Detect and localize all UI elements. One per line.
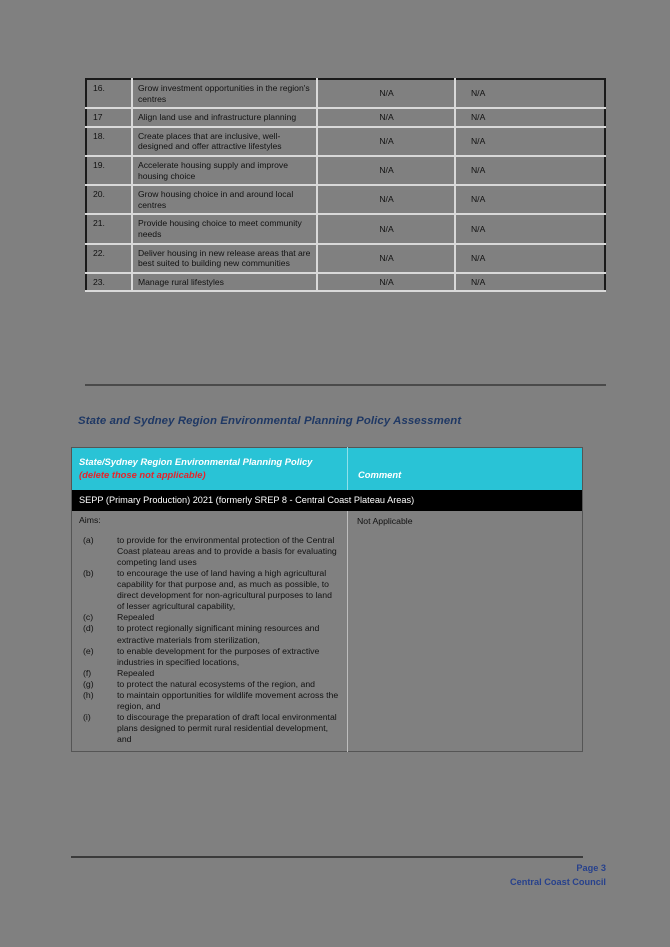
- priorities-table: [85, 78, 606, 292]
- priorities-table-bottom-border: [85, 384, 606, 386]
- table-row: [86, 79, 605, 108]
- row-comment-2: N/A: [455, 273, 605, 292]
- row-comment-2: N/A: [455, 214, 605, 243]
- list-item-marker: (f): [83, 667, 92, 678]
- sepp-table-body: [72, 448, 583, 752]
- row-description: Accelerate housing supply and improve housing choice: [132, 156, 317, 185]
- list-item-text: Repealed: [117, 612, 155, 623]
- row-comment-2: N/A: [455, 244, 605, 273]
- aims-list: [79, 535, 341, 746]
- row-comment-2: N/A: [455, 127, 605, 156]
- row-description: Provide housing choice to meet community needs: [132, 214, 317, 243]
- policy-band-title: SEPP (Primary Production) 2021 (formerly SREP 8 - Central Coast Plateau Areas): [72, 490, 583, 511]
- sepp-table-bottom-border: [71, 856, 583, 858]
- comment-cell: Not Applicable: [348, 511, 583, 752]
- list-item: [79, 535, 341, 568]
- row-number: 21.: [86, 214, 132, 243]
- row-comment-1: N/A: [317, 127, 455, 156]
- row-comment-1: N/A: [317, 156, 455, 185]
- sepp-assessment-table: [71, 447, 583, 752]
- table-row: [86, 127, 605, 156]
- row-comment-2: N/A: [455, 185, 605, 214]
- list-item: [79, 668, 341, 679]
- list-item: [79, 679, 341, 690]
- list-item: [79, 568, 341, 612]
- list-item-text: to maintain opportunities for wildlife movement across the region, and: [117, 690, 339, 712]
- page-footer: [510, 861, 606, 889]
- table-row: [86, 156, 605, 185]
- column-header-policy: [72, 448, 348, 490]
- table-row: [86, 273, 605, 292]
- column-header-policy-note: (delete those not applicable): [79, 468, 206, 480]
- column-header-comment: Comment: [348, 448, 583, 490]
- list-item-marker: (h): [83, 690, 94, 700]
- row-comment-1: N/A: [317, 108, 455, 127]
- list-item-marker: (c): [83, 612, 94, 623]
- row-number: 19.: [86, 156, 132, 185]
- aims-label: Aims:: [79, 514, 101, 525]
- sepp-assessment-table-container: [71, 447, 583, 752]
- row-comment-2: N/A: [455, 156, 605, 185]
- column-header-policy-main: State/Sydney Region Environmental Planning Policy: [79, 456, 313, 467]
- table-row: [86, 185, 605, 214]
- row-number: 17: [86, 108, 132, 127]
- list-item-marker: (d): [83, 623, 94, 634]
- table-row: [86, 244, 605, 273]
- list-item: [79, 623, 341, 645]
- footer-page-number: Page 3: [576, 863, 606, 873]
- row-description: Align land use and infrastructure planning: [132, 108, 317, 127]
- page-break-mask: [0, 385, 670, 405]
- list-item-marker: (e): [83, 645, 94, 656]
- list-item-text: to provide for the environmental protection of the Central Coast plateau areas and to provide a basis for evaluating competing land uses: [117, 534, 337, 567]
- row-description: Grow housing choice in and around local centres: [132, 185, 317, 214]
- aims-cell: [72, 511, 348, 752]
- list-item-text: to enable development for the purposes of extractive industries in specified locations,: [117, 645, 320, 667]
- list-item-text: to encourage the use of land having a high agricultural capability for that purpose and, as much as possible, to direct development for non-agricultural purposes to land of lesser agricultural capability,: [117, 567, 332, 612]
- row-comment-2: N/A: [455, 79, 605, 108]
- row-description: Deliver housing in new release areas that are best suited to building new communities: [132, 244, 317, 273]
- footer-organisation: Central Coast Council: [510, 877, 606, 887]
- row-number: 16.: [86, 79, 132, 108]
- list-item-marker: (a): [83, 534, 94, 545]
- sepp-table-header-row: [72, 448, 583, 490]
- list-item: [79, 712, 341, 745]
- list-item-marker: (b): [83, 567, 94, 578]
- row-number: 20.: [86, 185, 132, 214]
- list-item: [79, 646, 341, 668]
- row-comment-1: N/A: [317, 273, 455, 292]
- row-number: 22.: [86, 244, 132, 273]
- list-item-text: Repealed: [117, 667, 155, 678]
- list-item-marker: (i): [83, 712, 91, 723]
- sepp-policy-band-row: [72, 490, 583, 511]
- list-item-text: to protect the natural ecosystems of the region, and: [117, 678, 315, 689]
- row-number: 23.: [86, 273, 132, 292]
- row-comment-2: N/A: [455, 108, 605, 127]
- list-item: [79, 612, 341, 623]
- priorities-table-body: [86, 79, 605, 291]
- row-comment-1: N/A: [317, 79, 455, 108]
- sepp-body-row: [72, 511, 583, 752]
- row-comment-1: N/A: [317, 185, 455, 214]
- page-title: State and Sydney Region Environmental Planning Policy Assessment: [78, 415, 462, 427]
- row-description: Grow investment opportunities in the region's centres: [132, 79, 317, 108]
- list-item: [79, 690, 341, 712]
- table-row: [86, 214, 605, 243]
- row-number: 18.: [86, 127, 132, 156]
- row-comment-1: N/A: [317, 214, 455, 243]
- row-description: Manage rural lifestyles: [132, 273, 317, 292]
- row-comment-1: N/A: [317, 244, 455, 273]
- list-item-marker: (g): [83, 678, 94, 689]
- row-description: Create places that are inclusive, well-designed and offer attractive lifestyles: [132, 127, 317, 156]
- list-item-text: to discourage the preparation of draft local environmental plans designed to permit rural residential development, and: [117, 712, 337, 745]
- table-row: [86, 108, 605, 127]
- priorities-table-container: [85, 78, 606, 292]
- list-item-text: to protect regionally significant mining resources and extractive materials from sterilization,: [117, 623, 320, 645]
